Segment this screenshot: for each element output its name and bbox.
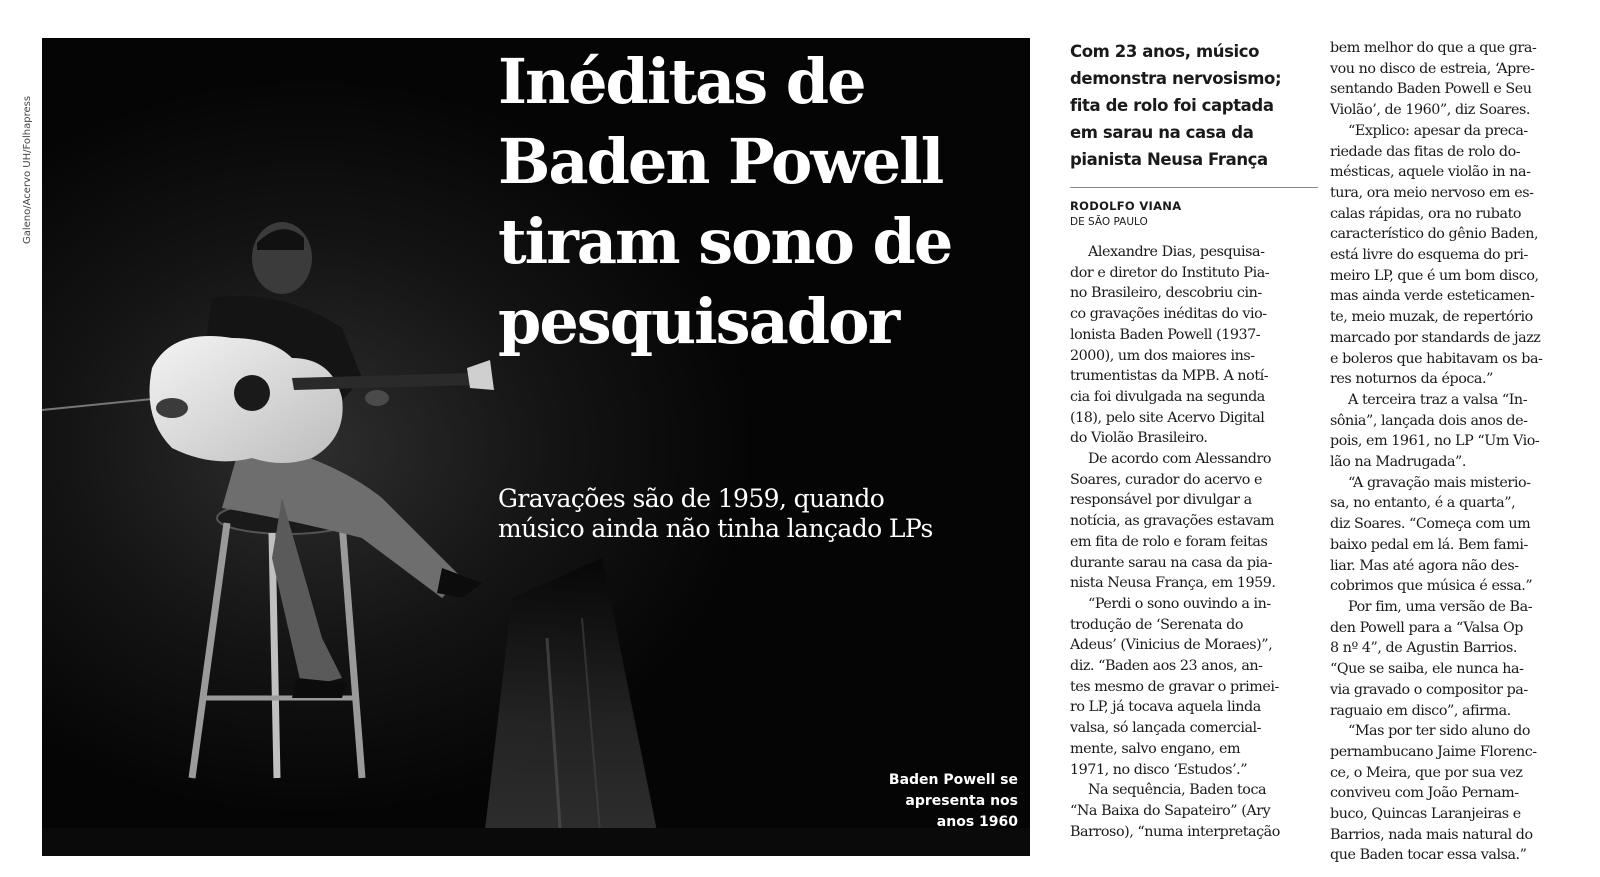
- body-line: pernambucano Jaime Florenc-: [1330, 743, 1537, 760]
- deck-line: em sarau na casa da: [1070, 123, 1254, 142]
- body-line: raguaio em disco”, afirma.: [1330, 702, 1511, 719]
- caption-line: apresenta nos: [905, 793, 1018, 809]
- body-line: baixo pedal em lá. Bem fami-: [1330, 536, 1528, 553]
- dateline: DE SÃO PAULO: [1070, 216, 1148, 228]
- body-line: trodução de ‘Serenata do: [1070, 616, 1243, 633]
- body-line: vou no disco de estreia, ‘Apre-: [1330, 60, 1535, 77]
- body-line: Soares, curador do acervo e: [1070, 471, 1263, 488]
- body-line: Alexandre Dias, pesquisa-: [1088, 244, 1265, 260]
- body-line: sônia”, lançada dois anos de-: [1330, 412, 1528, 429]
- body-line: te, meio muzak, de repertório: [1330, 309, 1533, 326]
- body-line: está livre do esquema do pri-: [1330, 247, 1528, 264]
- body-line: dor e diretor do Instituto Pia-: [1070, 264, 1270, 281]
- headline-line: tiram sono de: [498, 205, 952, 278]
- body-line: lão na Madrugada”.: [1330, 454, 1466, 471]
- body-line: meiro LP, que é um bom disco,: [1330, 267, 1539, 284]
- body-line: lonista Baden Powell (1937-: [1070, 326, 1261, 343]
- headline-line: Inéditas de: [498, 45, 865, 118]
- article-body-part-2: [1330, 38, 1582, 866]
- body-line: riedade das fitas de rolo do-: [1330, 143, 1521, 160]
- body-line: diz Soares. “Começa com um: [1330, 516, 1531, 533]
- body-line: sentando Baden Powell e Seu: [1330, 81, 1532, 98]
- body-line: De acordo com Alessandro: [1088, 451, 1272, 468]
- body-line: Barroso), “numa interpretação: [1070, 823, 1280, 840]
- body-line: “Perdi o sono ouvindo a in-: [1088, 595, 1271, 612]
- article-column-2: [1330, 38, 1582, 866]
- headline: [498, 42, 1018, 362]
- body-line: sa, no entanto, é a quarta”,: [1330, 495, 1516, 512]
- body-line: “Na Baixa do Sapateiro” (Ary: [1070, 802, 1271, 819]
- byline: RODOLFO VIANA: [1070, 199, 1182, 213]
- article-column-1: [1070, 38, 1318, 842]
- body-line: Violão’, de 1960”, diz Soares.: [1330, 102, 1530, 119]
- body-line: que Baden tocar essa valsa.”: [1330, 847, 1527, 864]
- body-line: Adeus’ (Vinicius de Moraes)”,: [1070, 637, 1273, 654]
- body-line: mente, salvo engano, em: [1070, 740, 1241, 757]
- deck-line: pianista Neusa França: [1070, 150, 1268, 169]
- body-line: Barrios, nada mais natural do: [1330, 826, 1533, 843]
- body-line: (18), pelo site Acervo Digital: [1070, 409, 1265, 426]
- headline-line: Baden Powell: [498, 125, 943, 198]
- body-line: em fita de rolo e foram feitas: [1070, 533, 1268, 550]
- body-line: conviveu com João Pernam-: [1330, 785, 1519, 802]
- body-line: den Powell para a “Valsa Op: [1330, 619, 1523, 636]
- body-line: tes mesmo de gravar o primei-: [1070, 678, 1279, 695]
- headline-line: pesquisador: [498, 285, 899, 358]
- deck-line: fita de rolo foi captada: [1070, 96, 1274, 115]
- body-line: co gravações inéditas do vio-: [1070, 306, 1267, 323]
- photo-caption: [870, 770, 1018, 833]
- body-line: liar. Mas até agora não des-: [1330, 557, 1519, 574]
- body-line: cobrimos que música é essa.”: [1330, 578, 1533, 595]
- body-line: pois, em 1961, no LP “Um Vio-: [1330, 433, 1540, 450]
- body-line: “Explico: apesar da preca-: [1348, 122, 1528, 139]
- body-line: 8 nº 4”, de Agustin Barrios.: [1330, 640, 1518, 657]
- caption-line: anos 1960: [936, 814, 1018, 830]
- body-line: diz. “Baden aos 23 anos, an-: [1070, 658, 1263, 675]
- body-line: e boleros que habitavam os ba-: [1330, 350, 1543, 367]
- body-line: característico do gênio Baden,: [1330, 226, 1539, 243]
- body-line: valsa, só lançada comercial-: [1070, 720, 1262, 737]
- body-line: via gravado o compositor pa-: [1330, 681, 1528, 698]
- body-line: trumentistas da MPB. A notí-: [1070, 368, 1269, 385]
- body-line: responsável por divulgar a: [1070, 492, 1252, 509]
- photo-credit: Galeno/Acervo UH/Folhapress: [22, 95, 33, 244]
- body-line: bem melhor do que a que gra-: [1330, 40, 1537, 56]
- caption-line: Baden Powell se: [888, 772, 1018, 788]
- body-line: cia foi divulgada na segunda: [1070, 388, 1265, 405]
- body-line: buco, Quincas Laranjeiras e: [1330, 806, 1521, 823]
- article-body-part-1: [1070, 242, 1318, 842]
- body-line: do Violão Brasileiro.: [1070, 430, 1208, 447]
- body-line: “Que se saiba, ele nunca ha-: [1330, 661, 1524, 678]
- body-line: 2000), um dos maiores ins-: [1070, 347, 1255, 364]
- body-line: marcado por standards de jazz: [1330, 329, 1541, 346]
- body-line: nista Neusa França, em 1959.: [1070, 575, 1276, 592]
- deck-line: demonstra nervosismo;: [1070, 69, 1282, 88]
- body-line: tura, ora meio nervoso em es-: [1330, 184, 1534, 201]
- body-line: calas rápidas, ora no rubato: [1330, 205, 1522, 222]
- body-line: res noturnos da época.”: [1330, 371, 1493, 388]
- subheadline: [498, 484, 1018, 544]
- body-line: “Mas por ter sido aluno do: [1348, 723, 1531, 740]
- body-line: durante sarau na casa da pia-: [1070, 554, 1273, 571]
- body-line: notícia, as gravações estavam: [1070, 513, 1274, 530]
- body-line: mésticas, aquele violão in na-: [1330, 164, 1531, 181]
- body-line: 1971, no disco ‘Estudos’.”: [1070, 761, 1248, 778]
- body-line: A terceira traz a valsa “In-: [1348, 391, 1528, 408]
- body-line: mas ainda verde esteticamen-: [1330, 288, 1535, 305]
- deck-line: Com 23 anos, músico: [1070, 42, 1260, 61]
- divider: [1070, 187, 1318, 188]
- body-line: ce, o Meira, que por sua vez: [1330, 764, 1523, 781]
- body-line: ro LP, já tocava aquela linda: [1070, 699, 1261, 716]
- body-line: “A gravação mais misterio-: [1348, 474, 1531, 491]
- body-line: no Brasileiro, descobriu cin-: [1070, 285, 1262, 302]
- subheadline-line: músico ainda não tinha lançado LPs: [498, 514, 933, 543]
- body-line: Por fim, uma versão de Ba-: [1348, 598, 1533, 615]
- deck: [1070, 38, 1318, 173]
- subheadline-line: Gravações são de 1959, quando: [498, 484, 885, 513]
- body-line: Na sequência, Baden toca: [1088, 782, 1267, 799]
